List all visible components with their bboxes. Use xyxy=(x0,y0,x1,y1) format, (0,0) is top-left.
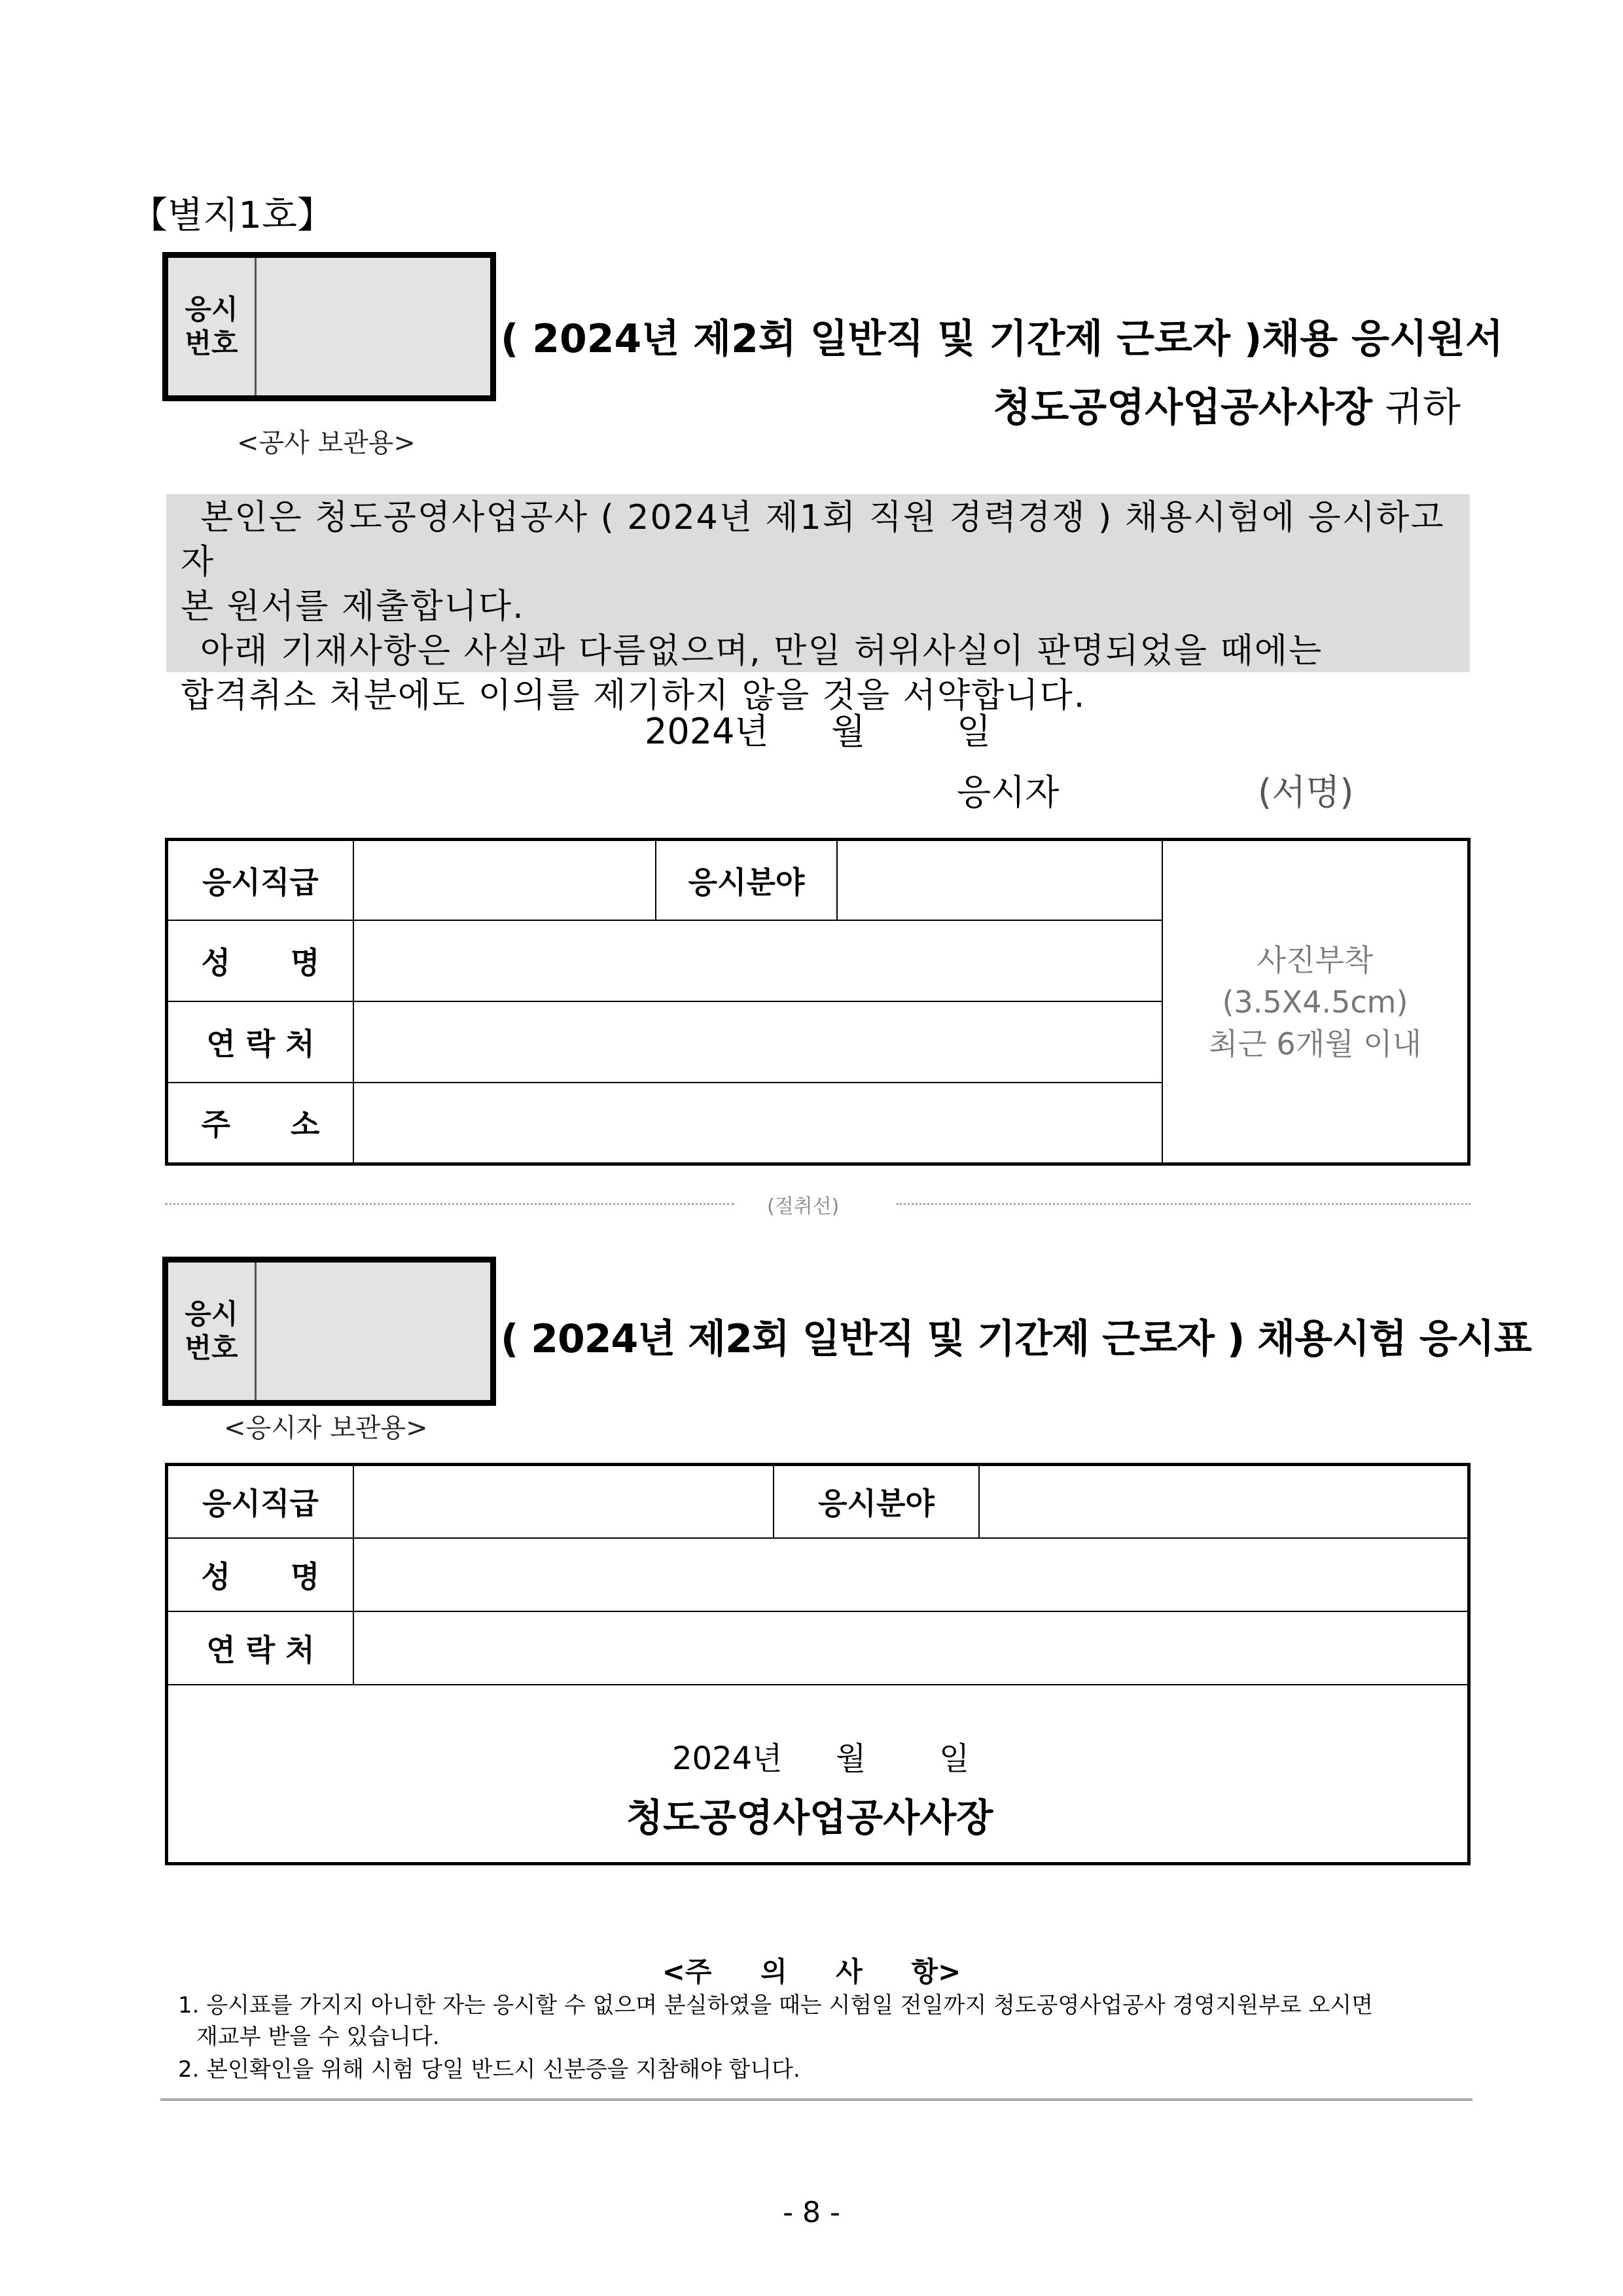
photo-area[interactable] xyxy=(1162,840,1469,1164)
applicant-label: 응시자 xyxy=(957,772,1060,813)
exam-number-label-line1: 응시 xyxy=(185,293,238,325)
ticket-date-year: 2024년 xyxy=(672,1740,783,1777)
photo-line-3: 최근 6개월 이내 xyxy=(1208,1026,1422,1062)
ticket-exam-number-label-line1: 응시 xyxy=(185,1297,238,1330)
notice-item-1-line-1: 1. 응시표를 가지지 아니한 자는 응시할 수 없으며 분실하였을 때는 시험일 전일까지 청도공영사업공사 경영지원부로 오시면 xyxy=(178,1992,1373,2018)
ticket-contact-label: 연 락 처 xyxy=(167,1611,354,1685)
pledge-line-3: 아래 기재사항은 사실과 다름없으며, 만일 허위사실이 판명되었을 때에는 xyxy=(200,632,1323,671)
application-table xyxy=(165,838,1471,1166)
notice-title: <주 의 사 항> xyxy=(662,1956,961,1988)
addressee xyxy=(993,376,1461,433)
footer-divider xyxy=(160,2098,1472,2101)
name-input[interactable] xyxy=(353,920,1162,1001)
address-label: 주 소 xyxy=(167,1083,354,1164)
ticket-date-day: 일 xyxy=(939,1740,970,1777)
name-label: 성 명 xyxy=(167,920,354,1001)
ticket-grade-label: 응시직급 xyxy=(167,1465,354,1538)
exam-number-box xyxy=(162,252,496,401)
pledge-block xyxy=(166,494,1470,715)
contact-label: 연 락 처 xyxy=(167,1001,354,1083)
annex-label: 【별지1호】 xyxy=(131,194,334,237)
page-number: - 8 - xyxy=(783,2196,840,2229)
ticket-exam-number-label xyxy=(168,1263,257,1400)
exam-number-label-line2: 번호 xyxy=(185,327,238,359)
addressee-suffix: 귀하 xyxy=(1385,385,1461,431)
field-input[interactable] xyxy=(837,840,1162,920)
ticket-issuer: 청도공영사업공사사장 xyxy=(626,1795,993,1840)
date-month: 월 xyxy=(831,711,866,752)
cut-line-right xyxy=(897,1203,1471,1205)
ticket-name-input[interactable] xyxy=(353,1538,1469,1611)
address-input[interactable] xyxy=(353,1083,1162,1164)
ticket-exam-number-box xyxy=(162,1257,496,1406)
cut-line-left xyxy=(165,1203,734,1205)
ticket-date-row xyxy=(168,1689,1467,1840)
signature-label: (서명) xyxy=(1258,772,1354,813)
ticket-contact-input[interactable] xyxy=(353,1611,1469,1685)
notice-item-1 xyxy=(178,1990,1373,2053)
ticket-field-label: 응시분야 xyxy=(774,1465,979,1538)
grade-label: 응시직급 xyxy=(167,840,354,920)
pledge-line-1: 본인은 청도공영사업공사 ( 2024년 제1회 직원 경력경쟁 ) 채용시험에 응시하고자 xyxy=(181,498,1445,582)
ticket-copy-note: <응시자 보관용> xyxy=(224,1413,428,1443)
cut-line-label: (절취선) xyxy=(767,1195,840,1218)
field-label: 응시분야 xyxy=(656,840,837,920)
photo-line-1: 사진부착 xyxy=(1257,942,1374,978)
pledge-line-4: 합격취소 처분에도 이의를 제기하지 않을 것을 서약합니다. xyxy=(181,676,1086,715)
date-year: 2024년 xyxy=(645,711,769,752)
date-day: 일 xyxy=(957,711,991,752)
application-title: ( 2024년 제2회 일반직 및 기간제 근로자 )채용 응시원서 xyxy=(501,316,1503,362)
copy-note: <공사 보관용> xyxy=(237,428,416,458)
photo-line-2: (3.5X4.5cm) xyxy=(1222,984,1408,1020)
exam-number-label xyxy=(168,258,257,395)
ticket-exam-number-label-line2: 번호 xyxy=(185,1332,238,1364)
notice-item-2: 2. 본인확인을 위해 시험 당일 반드시 신분증을 지참해야 합니다. xyxy=(178,2056,800,2083)
notice-item-1-line-2: 재교부 받을 수 있습니다. xyxy=(196,2024,440,2050)
ticket-name-label: 성 명 xyxy=(167,1538,354,1611)
ticket-grade-input[interactable] xyxy=(353,1465,774,1538)
addressee-name: 청도공영사업공사사장 xyxy=(993,385,1372,431)
ticket-table xyxy=(165,1463,1471,1865)
ticket-date-month: 월 xyxy=(836,1740,866,1777)
ticket-issue-cell xyxy=(167,1685,1469,1864)
pledge-line-2: 본 원서를 제출합니다. xyxy=(181,587,525,626)
ticket-title: ( 2024년 제2회 일반직 및 기간제 근로자 ) 채용시험 응시표 xyxy=(501,1316,1531,1362)
grade-input[interactable] xyxy=(353,840,656,920)
contact-input[interactable] xyxy=(353,1001,1162,1083)
ticket-field-input[interactable] xyxy=(979,1465,1469,1538)
